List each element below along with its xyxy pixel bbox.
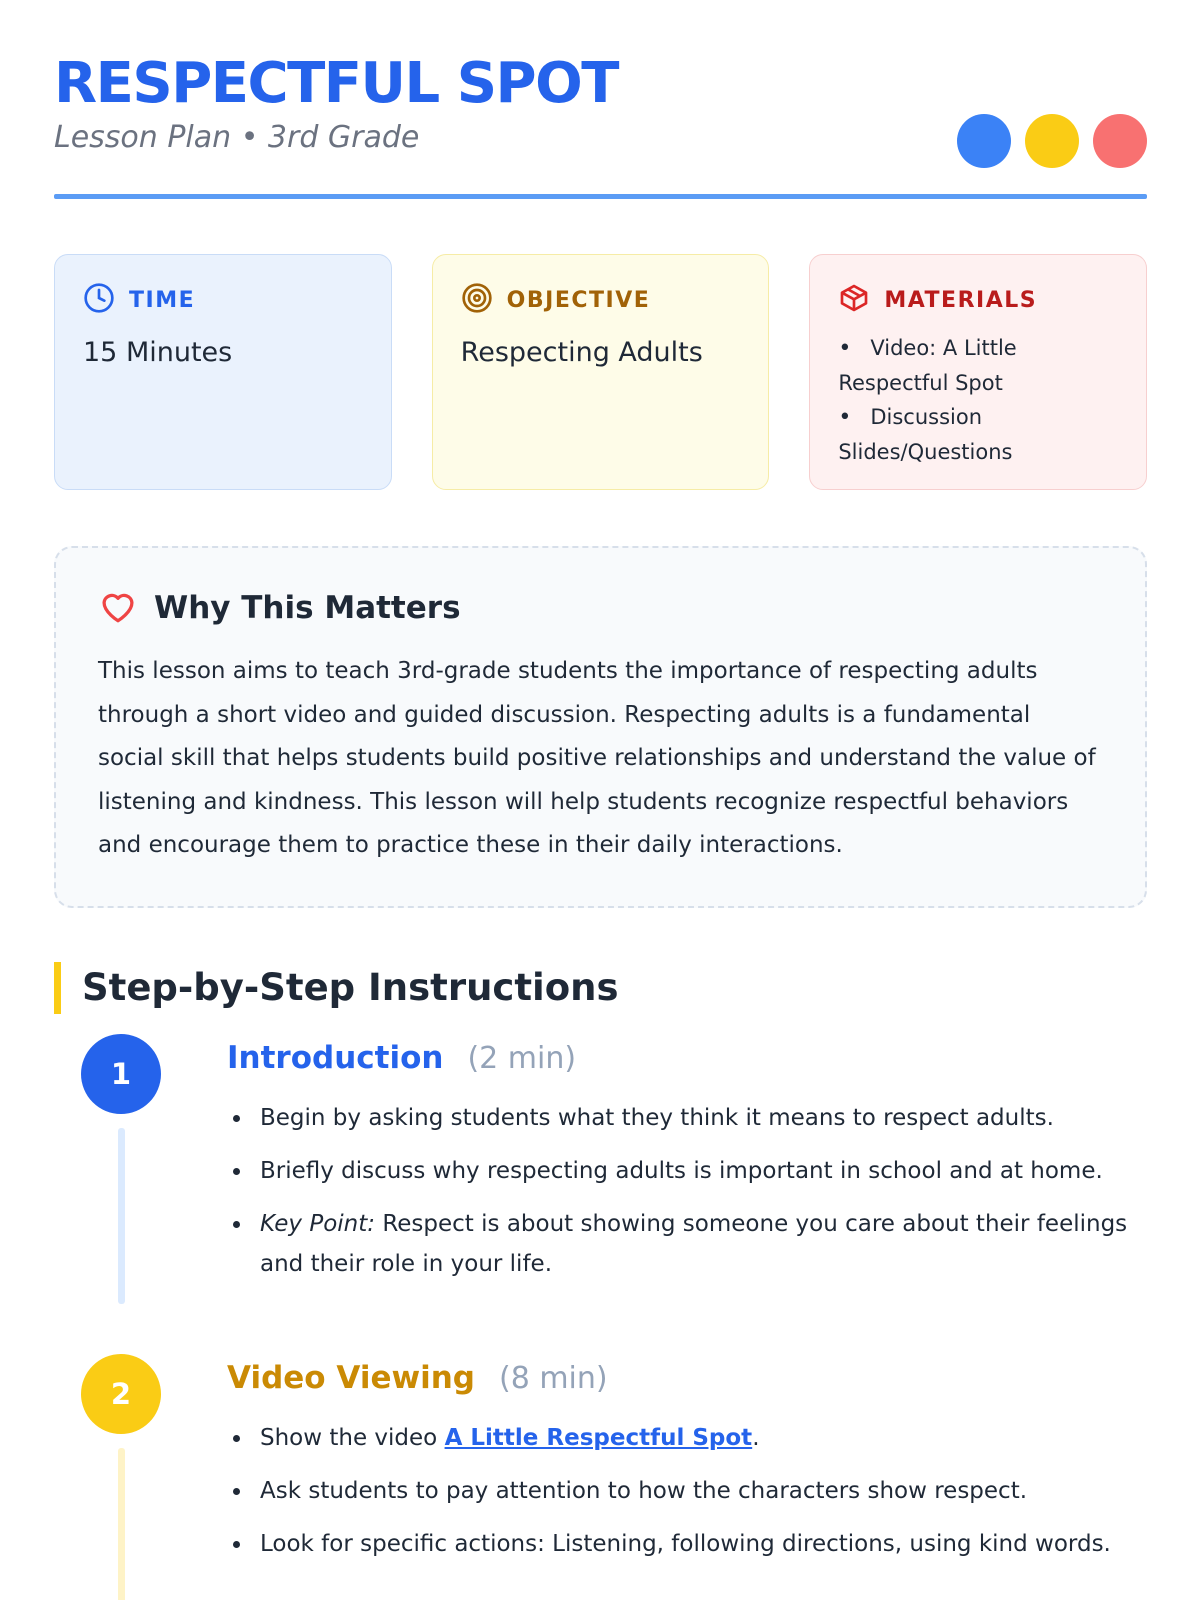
info-cards (54, 254, 1147, 490)
list-item: Briefly discuss why respecting adults is important in school and at home. (227, 1151, 1147, 1191)
step-title: Introduction (227, 1040, 444, 1076)
materials-list (838, 331, 1118, 469)
step-connector (118, 1448, 125, 1600)
list-item: Look for specific actions: Listening, following directions, using kind words. (227, 1524, 1147, 1564)
target-icon (461, 282, 493, 318)
decorative-dots (957, 114, 1147, 168)
list-item: Begin by asking students what they think it means to respect adults. (227, 1098, 1147, 1138)
materials-card (809, 254, 1147, 490)
step-bullets (227, 1098, 1147, 1284)
yellow-dot (1025, 114, 1079, 168)
video-suffix: . (752, 1425, 760, 1451)
objective-card (432, 254, 770, 490)
time-value: 15 Minutes (83, 337, 233, 368)
list-item (227, 1418, 1147, 1458)
key-point-item (227, 1204, 1147, 1284)
why-this-matters-panel (54, 546, 1147, 908)
list-item: Ask students to pay attention to how the characters show respect. (227, 1471, 1147, 1511)
steps-heading: Step-by-Step Instructions (54, 962, 619, 1014)
step-duration: (2 min) (467, 1041, 577, 1076)
time-card (54, 254, 392, 490)
step-connector (118, 1128, 125, 1304)
page-subtitle: Lesson Plan • 3rd Grade (54, 120, 420, 155)
page-title: RESPECTFUL SPOT (54, 51, 618, 116)
list-item: • Discussion Slides/Questions (838, 400, 1118, 469)
header-divider (54, 194, 1147, 199)
step-video-viewing (54, 1354, 1147, 1600)
materials-label: MATERIALS (884, 287, 1038, 313)
blue-dot (957, 114, 1011, 168)
step-number-badge: 2 (81, 1354, 161, 1434)
step-number-badge: 1 (81, 1034, 161, 1114)
video-link[interactable]: A Little Respectful Spot (444, 1425, 753, 1451)
lesson-header (54, 52, 1147, 202)
heart-icon (98, 588, 138, 628)
time-label: TIME (129, 287, 196, 313)
video-prefix: Show the video (260, 1425, 445, 1451)
why-title: Why This Matters (154, 590, 461, 626)
why-text: This lesson aims to teach 3rd-grade students the importance of respecting adults through a short video and guided discussion. Respecting adults is a fundamental social skill that helps students build positive relationships and understand the value of listening and kindness. This lesson will help students recognize respectful behaviors and encourage them to practice these in their daily interactions. (98, 658, 1096, 858)
key-point-label: Key Point: (260, 1211, 376, 1237)
box-icon (838, 282, 870, 318)
step-bullets (227, 1418, 1147, 1564)
clock-icon (83, 282, 115, 318)
step-duration: (8 min) (499, 1361, 608, 1396)
step-title: Video Viewing (227, 1360, 475, 1396)
objective-value: Respecting Adults (460, 337, 703, 368)
list-item: • Video: A Little Respectful Spot (838, 331, 1118, 400)
red-dot (1093, 114, 1147, 168)
key-point-text: Respect is about showing someone you care about their feelings and their role in your life. (260, 1211, 1128, 1277)
step-introduction (54, 1034, 1147, 1334)
objective-label: OBJECTIVE (506, 287, 651, 313)
